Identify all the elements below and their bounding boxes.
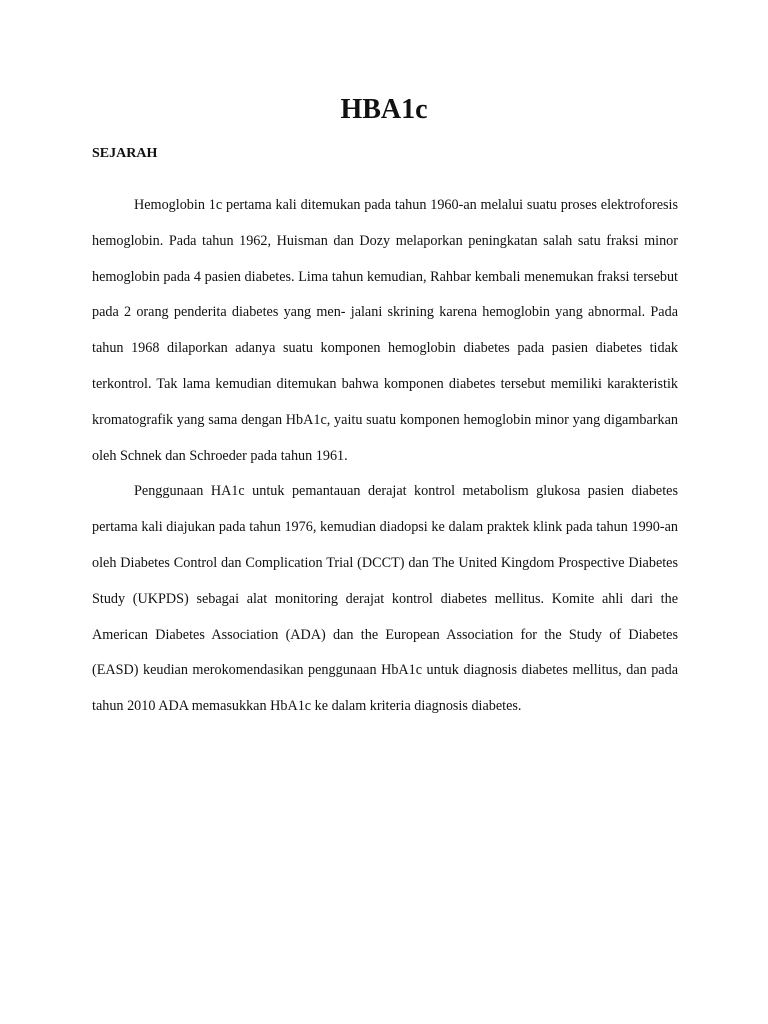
section-heading: SEJARAH: [92, 146, 158, 161]
body-text: [92, 188, 678, 725]
paragraph-history: Hemoglobin 1c pertama kali ditemukan pada tahun 1960-an melalui suatu proses elektroforesis hemoglobin. Pada tahun 1962, Huisman dan Dozy melaporkan peningkatan salah satu fraksi minor hemoglobin pada 4 pasien diabetes. Lima tahun kemudian, Rahbar kembali menemukan fraksi tersebut pada 2 orang penderita diabetes yang men- jalani skrining karena hemoglobin yang abnormal. Pada tahun 1968 dilaporkan adanya suatu komponen hemoglobin diabetes pada pasien diabetes tidak terkontrol. Tak lama kemudian ditemukan bahwa komponen diabetes tersebut memiliki karakteristik kromatografik yang sama dengan HbA1c, yaitu suatu komponen hemoglobin minor yang digambarkan oleh Schnek dan Schroeder pada tahun 1961.: [92, 197, 678, 464]
paragraph-usage: Penggunaan HA1c untuk pemantauan derajat kontrol metabolism glukosa pasien diabetes pertama kali diajukan pada tahun 1976, kemudian diadopsi ke dalam praktek klink pada tahun 1990-an oleh Diabetes Control dan Complication Trial (DCCT) dan The United Kingdom Prospective Diabetes Study (UKPDS) sebagai alat monitoring derajat kontrol diabetes mellitus. Komite ahli dari the American Diabetes Association (ADA) dan the European Association for the Study of Diabetes (EASD) keudian merokomendasikan penggunaan HbA1c untuk diagnosis diabetes mellitus, dan pada tahun 2010 ADA memasukkan HbA1c ke dalam kriteria diagnosis diabetes.: [92, 483, 678, 715]
document-title: HBA1c: [340, 94, 428, 125]
